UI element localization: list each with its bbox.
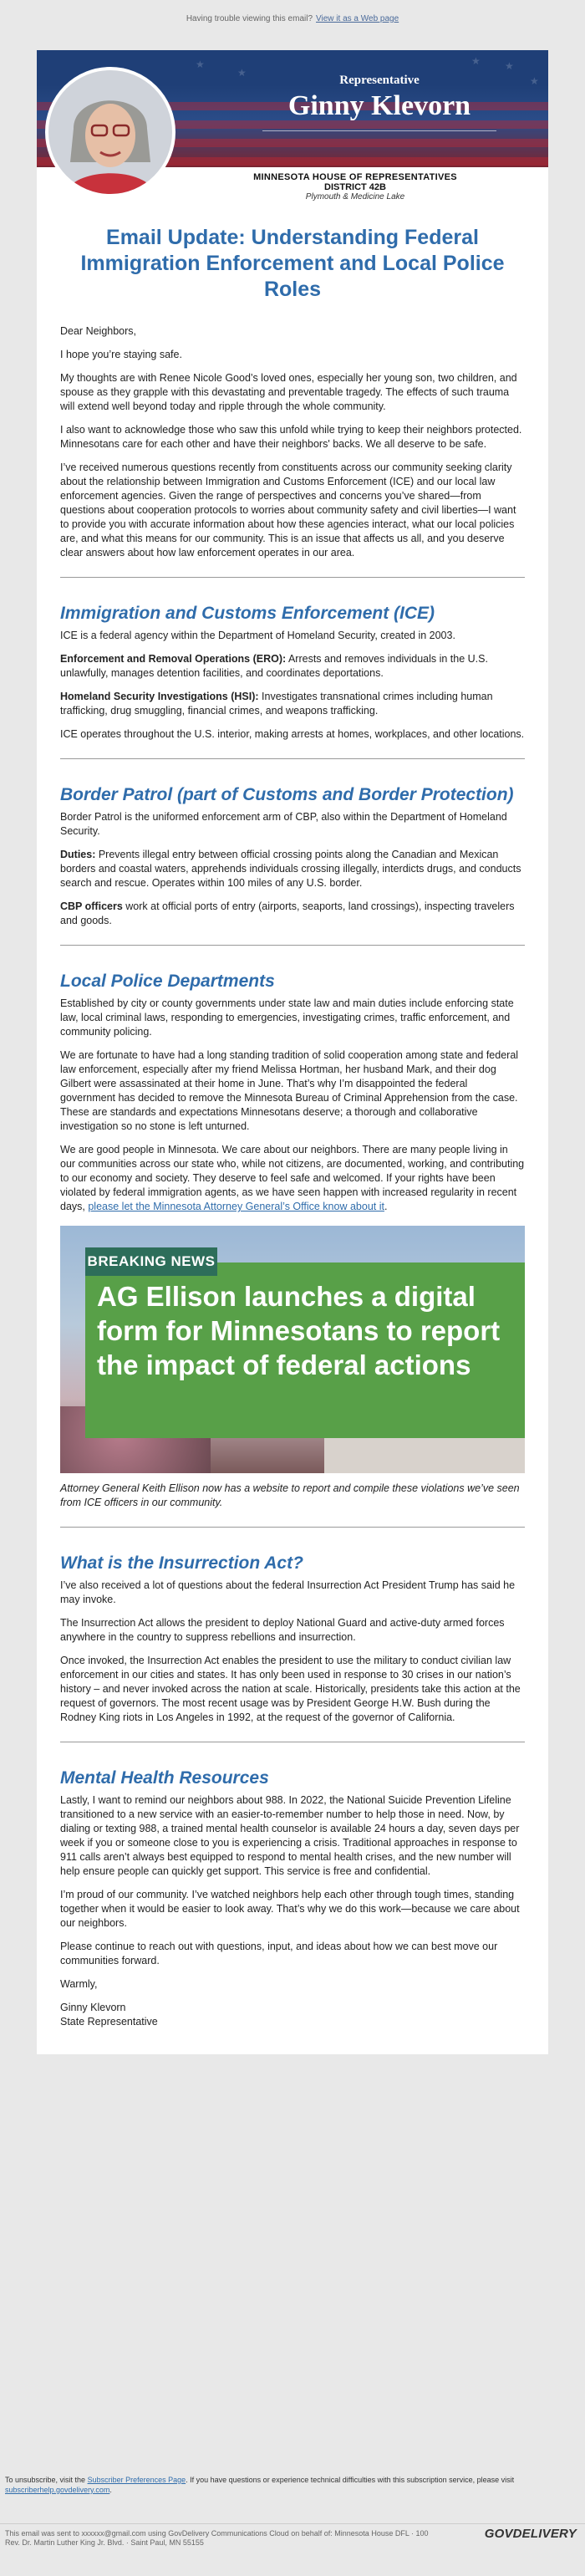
unsubscribe-text: To unsubscribe, visit the	[5, 2476, 88, 2484]
section-divider	[60, 1527, 525, 1528]
mental-paragraph: Lastly, I want to remind our neighbors about 988. In 2022, the National Suicide Prevention Lifeline transitioned to a new service with an easier-to-remember number to help those in need. Now, by dialing or texting 988, a trained mental health counselor is available 24 hours a day, seven days per week if you or someone close to you is experiencing a crisis. Traditional approaches in response to 911 calls aren’t always best equipped to respond to mental health crises, and the new number will help ensure people can quickly get support. This service is free and confidential.	[60, 1794, 520, 1877]
section-divider	[60, 758, 525, 759]
hsi-label: Homeland Security Investigations (HSI):	[60, 691, 259, 702]
local-paragraph: We are fortunate to have had a long standing tradition of solid cooperation among state and federal law enforcement, especially after my friend Melissa Hortman, her husband Mark, and their dog Gilbert were assassinated at their home in June. That’s why I’m disappointed the federal government has decided to remove the Minnesota Bureau of Criminal Apprehension from the case. These are standards and expectations Minnesotans deserve; a thorough and collaborative investigation so no stone is left unturned.	[60, 1049, 519, 1132]
breaking-news-image[interactable]	[60, 1226, 525, 1473]
ice-paragraph: ICE is a federal agency within the Department of Homeland Security, created in 2003.	[60, 630, 455, 641]
local-paragraph	[60, 1143, 525, 1214]
insurrection-paragraph: I’ve also received a lot of questions about the federal Insurrection Act President Trump has said he may invoke.	[60, 1579, 516, 1605]
cbp-label: CBP officers	[60, 900, 123, 912]
intro-paragraph: My thoughts are with Renee Nicole Good’s loved ones, especially her young son, two children, and spouse as they grapple with this devastating and preventable tragedy. The effects of such trauma will extend well beyond today and ripple through the whole community.	[60, 372, 517, 412]
border-paragraph: Border Patrol is the uniformed enforcement arm of CBP, also within the Department of Homeland Security.	[60, 811, 507, 837]
subscriber-help-link[interactable]: subscriberhelp.govdelivery.com	[5, 2486, 110, 2494]
local-paragraph: Established by city or county governments under state law and main duties include enforcing state law, local criminal laws, responding to emergencies, investigating crimes, traffic enforcement, and community policing.	[60, 997, 514, 1038]
sent-line: Rev. Dr. Martin Luther King Jr. Blvd. · Saint Paul, MN 55155	[5, 2538, 204, 2547]
section-divider	[60, 945, 525, 946]
intro-paragraph: I’ve received numerous questions recently from constituents across our community seeking clarity about the relationship between Immigration and Customs Enforcement (ICE) and our local law enforcement agencies. Given the range of perspectives and concerns you’ve shared—from questions about cooperation protocols to worries about community safety and civil liberties—I want to provide you with accurate information about how these agencies interact, what our local policies are, and what this means for our community. This is an issue that affects us all, and you deserve clear answers about how law enforcement operates in our area.	[60, 462, 516, 559]
signoff-name: Ginny Klevorn	[60, 2002, 126, 2013]
ero-paragraph	[60, 652, 525, 681]
mental-paragraph: I’m proud of our community. I’ve watched neighbors help each other through tough times, standing together when it would be easier to look away. That’s why we do this work—because we care about our neighbors.	[60, 1889, 520, 1929]
cbp-text: work at official ports of entry (airports, seaports, land crossings), inspecting travelers and goods.	[60, 900, 515, 926]
intro-paragraph: I also want to acknowledge those who saw this unfold while trying to keep their neighbors protected. Minnesotans care for each other and have their neighbors' backs. We all deserve to be safe.	[60, 424, 522, 450]
header-banner: ★ ★ ★ ★ ★ Representative Ginny Klevorn	[37, 50, 548, 167]
email-body	[37, 50, 548, 2054]
section-divider	[60, 577, 525, 578]
local-text: We are good people in Minnesota. We care about our neighbors. There are many people living in our communities across our state who, while not citizens, are documented, working, and contributing to our economy and society. They deserve to feel safe and welcomed. If your rights have been violated by federal immigration agents, as we have seen happen with increased regularity in recent days,	[60, 1144, 525, 1212]
unsubscribe-text: . If you have questions or experience technical difficulties with this subscription service, please visit	[186, 2476, 515, 2484]
local-police-heading: Local Police Departments	[60, 972, 275, 991]
image-caption: Attorney General Keith Ellison now has a website to report and compile these violations we’ve seen from ICE officers in our community.	[60, 1482, 520, 1508]
cbp-paragraph	[60, 900, 525, 928]
signoff-title: State Representative	[60, 2016, 158, 2028]
ero-text: Arrests and removes individuals in the U.S. unlawfully, manages detention facilities, and coordinates deportations.	[60, 653, 488, 679]
hsi-text: Investigates transnational crimes including human trafficking, drug smuggling, financial crimes, and weapons trafficking.	[60, 691, 493, 717]
email-content	[37, 225, 548, 2054]
insurrection-paragraph: The Insurrection Act allows the president to deploy National Guard and active-duty armed forces anywhere in the country to suppress rebellions and insurrection.	[60, 1617, 505, 1643]
rep-portrait	[45, 67, 176, 197]
mental-health-heading: Mental Health Resources	[60, 1768, 269, 1788]
greeting: Dear Neighbors,	[60, 325, 137, 337]
rep-title: Representative	[339, 74, 420, 87]
insurrection-heading: What is the Insurrection Act?	[60, 1553, 303, 1573]
feature-headline: AG Ellison launches a digital form for Minnesotans to report the impact of federal actions	[97, 1281, 501, 1380]
rep-name: Ginny Klevorn	[287, 90, 471, 121]
govdelivery-logo: GOVDELIVERY	[484, 2527, 577, 2541]
banner-divider	[262, 130, 496, 131]
intro-paragraph: I hope you’re staying safe.	[60, 349, 182, 360]
attorney-general-link[interactable]: please let the Minnesota Attorney General’s Office know about it	[88, 1201, 384, 1212]
duties-text: Prevents illegal entry between official crossing points along the Canadian and Mexican borders and coastal waters, apprehends individuals crossing illegally, interdicts drugs, and conducts search and rescue. Operates within 100 miles of any U.S. border.	[60, 849, 521, 889]
mental-paragraph: Please continue to reach out with questions, input, and ideas about how we can best move our communities forward.	[60, 1941, 498, 1966]
signoff	[60, 1977, 525, 2029]
house-name: MINNESOTA HOUSE OF REPRESENTATIVES	[253, 172, 457, 182]
signoff-warmly: Warmly,	[60, 1978, 98, 1990]
subscriber-preferences-link[interactable]: Subscriber Preferences Page	[87, 2476, 186, 2484]
unsubscribe-footer	[0, 2475, 585, 2495]
district-number: DISTRICT 42B	[324, 182, 386, 192]
hsi-paragraph	[60, 690, 525, 718]
border-heading: Border Patrol (part of Customs and Border Protection)	[60, 785, 514, 804]
sent-line: This email was sent to xxxxxx@gmail.com using GovDelivery Communications Cloud on behalf of: Minnesota House DFL · 100	[5, 2529, 429, 2538]
ero-label: Enforcement and Removal Operations (ERO):	[60, 653, 287, 665]
email-headline: Email Update: Understanding Federal Immigration Enforcement and Local Police Roles	[80, 226, 505, 301]
webview-link[interactable]: View it as a Web page	[316, 13, 399, 23]
local-text-end: .	[384, 1201, 388, 1212]
unsubscribe-text: .	[109, 2486, 112, 2494]
breaking-news-badge: BREAKING NEWS	[85, 1247, 217, 1276]
ice-heading: Immigration and Customs Enforcement (ICE)	[60, 604, 435, 623]
duties-paragraph	[60, 848, 525, 890]
webview-bar	[0, 0, 585, 37]
webview-text: Having trouble viewing this email?	[186, 13, 313, 23]
insurrection-paragraph: Once invoked, the Insurrection Act enables the president to use the military to conduct civilian law enforcement in our cities and states. It has only been used in response to 30 crises in our nation’s history – and never invoked across the nation at scale. Historically, presidents take this action at the request of governors. The most recent usage was by President George H.W. Bush during the Rodney King riots in Los Angeles in 1992, at the request of the governor of California.	[60, 1655, 521, 1723]
district-area: Plymouth & Medicine Lake	[305, 192, 405, 201]
ice-paragraph: ICE operates throughout the U.S. interior, making arrests at homes, workplaces, and other locations.	[60, 728, 525, 740]
duties-label: Duties:	[60, 849, 96, 860]
